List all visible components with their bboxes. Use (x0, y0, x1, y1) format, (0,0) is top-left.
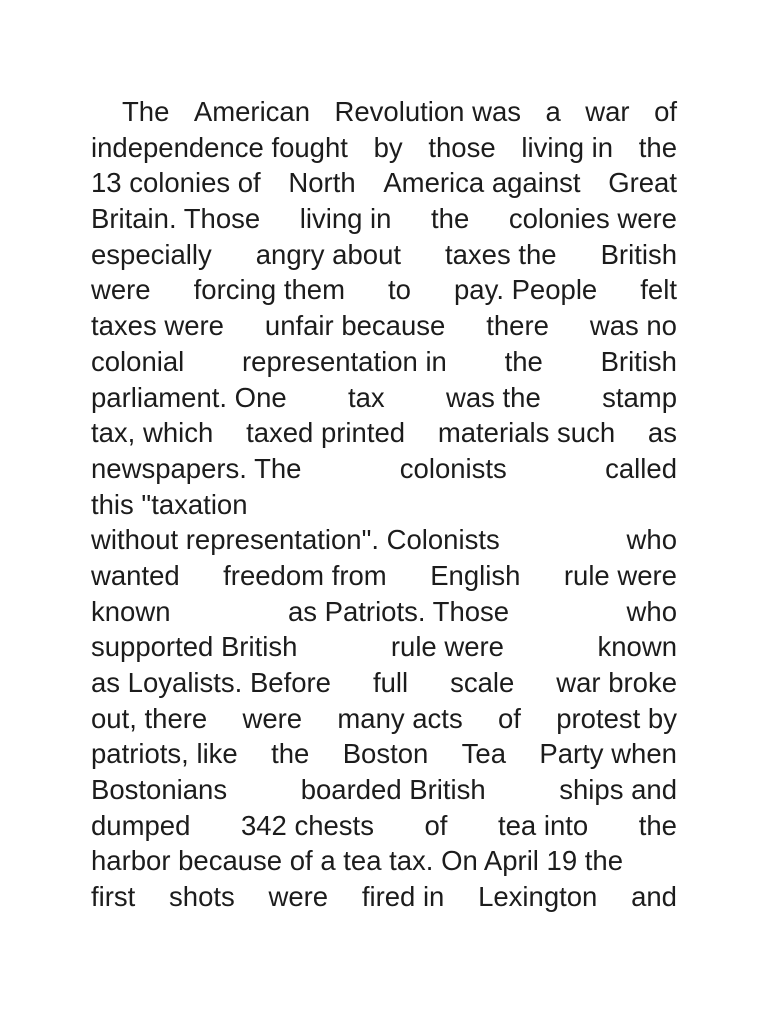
text-segment: those (428, 131, 496, 163)
text-segment: the (638, 131, 677, 163)
text-line (91, 629, 677, 665)
text-segment: was no (589, 310, 677, 342)
text-segment: angry about (255, 238, 401, 270)
text-segment: colonies were (508, 203, 677, 235)
text-line (91, 272, 677, 308)
text-segment: to (388, 274, 411, 306)
text-segment: tax, which (91, 417, 214, 449)
text-segment: of (424, 809, 448, 841)
text-segment: full (372, 667, 409, 698)
text-segment: the (638, 809, 677, 841)
text-segment: colonists (399, 452, 507, 484)
text-segment: Britain. Those (91, 203, 261, 235)
text-line (91, 594, 677, 630)
text-segment: patriots, like (91, 738, 238, 770)
text-segment: taxes the (444, 238, 557, 270)
text-segment: wanted (91, 559, 180, 591)
text-segment: forcing them (193, 274, 345, 306)
text-segment: was the (446, 381, 541, 413)
text-segment: representation in (242, 345, 447, 377)
text-segment: were (91, 274, 151, 306)
text-segment: protest by (556, 702, 677, 734)
text-segment: materials such (437, 417, 616, 449)
text-line (91, 808, 677, 844)
text-segment: newspapers. The (91, 452, 302, 484)
text-segment: Tea (461, 738, 507, 770)
text-segment: Lexington (478, 881, 598, 913)
text-segment: there (486, 310, 549, 342)
text-segment: independence fought (91, 131, 348, 163)
text-segment: were (268, 881, 329, 913)
text-segment: living in (299, 203, 392, 235)
text-segment: 342 chests (240, 809, 374, 841)
text-segment: Great (608, 167, 677, 199)
text-segment: the (271, 738, 310, 770)
text-segment: living in (521, 131, 614, 163)
text-segment: known (91, 595, 171, 627)
text-line (91, 94, 677, 130)
text-segment: known (597, 631, 677, 663)
text-segment: taxes were (91, 310, 224, 342)
text-line (91, 522, 677, 558)
text-line (91, 558, 677, 594)
text-segment: harbor because of a tea tax. On April 19 the (91, 845, 624, 877)
text-segment: parliament. One (91, 381, 287, 413)
text-line (91, 665, 677, 701)
text-segment: this "taxation (91, 488, 248, 520)
text-segment: America against (383, 167, 581, 199)
text-segment: as Loyalists. Before (91, 667, 331, 698)
text-line (91, 772, 677, 808)
text-segment: by (373, 131, 403, 163)
text-segment: colonial (91, 345, 185, 377)
text-segment: dumped (91, 809, 191, 841)
text-line (91, 843, 677, 879)
text-segment: scale (450, 667, 515, 698)
text-line (91, 380, 677, 416)
text-segment: a (545, 96, 561, 127)
text-segment: as (647, 417, 677, 449)
text-line (91, 701, 677, 737)
text-segment: taxed printed (246, 417, 406, 449)
text-segment: British (600, 238, 677, 270)
text-segment: English (430, 559, 521, 591)
text-line (91, 165, 677, 201)
text-segment: pay. People (454, 274, 598, 306)
text-segment: out, there (91, 702, 208, 734)
text-line (91, 451, 677, 487)
text-segment: the (504, 345, 543, 377)
text-segment: first (91, 881, 136, 913)
text-segment: supported British (91, 631, 298, 663)
text-segment: North (288, 167, 356, 199)
text-segment: fired in (361, 881, 445, 913)
text-line (91, 879, 677, 915)
text-segment: tax (347, 381, 385, 413)
text-segment: unfair because (264, 310, 446, 342)
text-segment: felt (640, 274, 677, 306)
text-segment: who (626, 524, 677, 556)
text-line (91, 487, 677, 523)
text-segment: as Patriots. Those (287, 595, 510, 627)
text-segment: of (497, 702, 521, 734)
text-segment: and (631, 881, 677, 913)
text-segment: boarded British (300, 774, 486, 806)
text-segment: the (431, 203, 470, 235)
text-line (91, 736, 677, 772)
text-segment: without representation". Colonists (91, 524, 500, 556)
text-segment: British (600, 345, 677, 377)
text-segment: freedom from (223, 559, 387, 591)
text-segment: especially (91, 238, 212, 270)
text-segment: Party when (539, 738, 677, 770)
text-segment: of (654, 96, 677, 127)
text-segment: rule were (390, 631, 504, 663)
text-line (91, 415, 677, 451)
text-segment: many acts (337, 702, 463, 734)
text-segment: called (605, 452, 677, 484)
text-line (91, 130, 677, 166)
text-segment: Bostonians (91, 774, 228, 806)
text-line (91, 308, 677, 344)
text-segment: stamp (602, 381, 677, 413)
text-segment: were (242, 702, 303, 734)
text-line (91, 201, 677, 237)
text-segment: American (193, 96, 311, 127)
text-segment: who (626, 595, 677, 627)
text-segment: 13 colonies of (91, 167, 261, 199)
text-segment: Revolution was (334, 96, 521, 127)
text-segment: The (122, 96, 170, 127)
text-line (91, 344, 677, 380)
text-segment: war broke (556, 667, 677, 698)
body-paragraph (91, 94, 677, 915)
text-segment: rule were (563, 559, 677, 591)
text-segment: Boston (342, 738, 429, 770)
text-line (91, 237, 677, 273)
text-segment: war (585, 96, 630, 127)
text-segment: ships and (559, 774, 677, 806)
text-segment: shots (169, 881, 235, 913)
text-segment: tea into (497, 809, 589, 841)
